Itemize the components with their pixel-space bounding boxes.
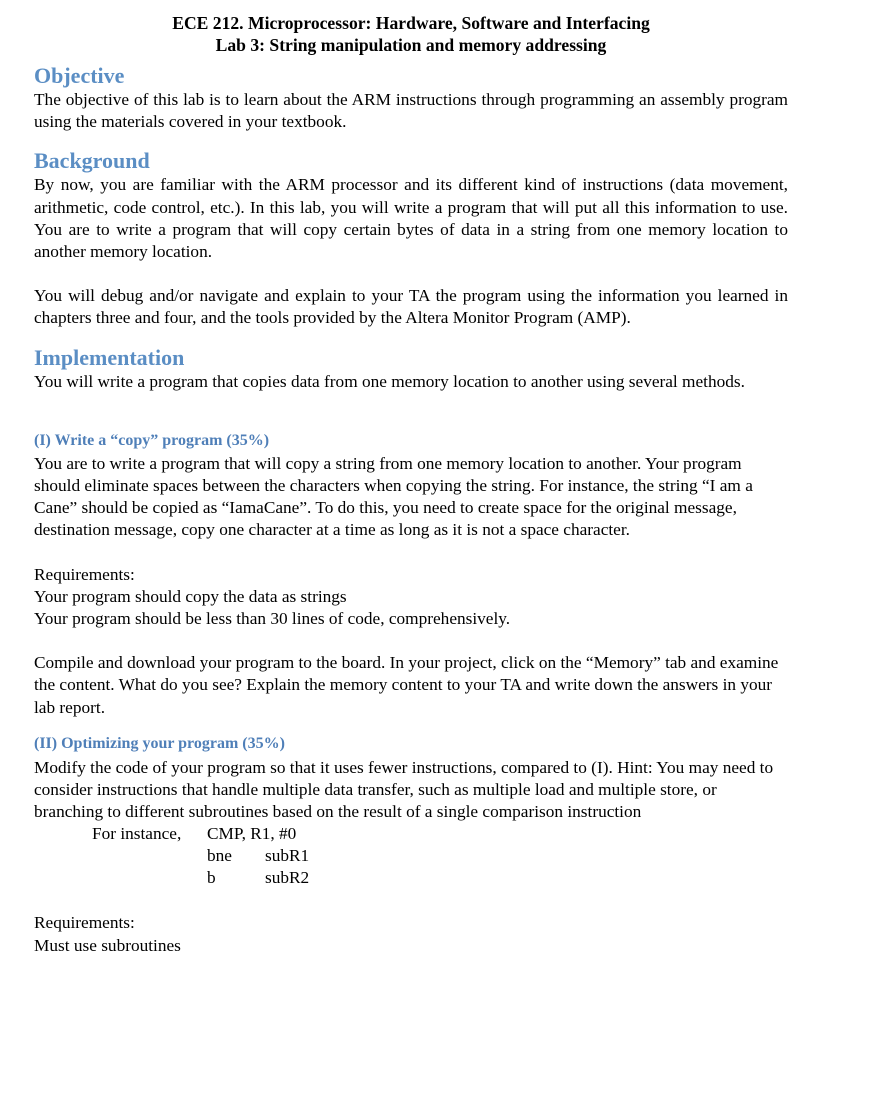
background-paragraph-2: You will debug and/or navigate and explain to your TA the program using the information you learned in chapters three and four, and the tools provided by the Altera Monitor Program (AMP).	[34, 286, 788, 328]
objective-heading: Objective	[34, 63, 125, 88]
code-op: bne	[207, 846, 232, 866]
implementation-text: You will write a program that copies data from one memory location to another using several methods.	[34, 371, 745, 391]
code-op: b	[207, 868, 216, 888]
part1-text: You are to write a program that will copy a string from one memory location to another. Your program should eliminate spaces between the characters when copying the string. For instance, the string “I am a Cane” should be copied as “IamaCane”. To do this, you need to create space for the original message, destination message, copy one character at a time as long as it is not a space character.	[34, 453, 753, 540]
part1-requirement-2: Your program should be less than 30 lines of code, comprehensively.	[34, 609, 511, 629]
implementation-heading: Implementation	[34, 344, 185, 370]
background-heading: Background	[34, 148, 150, 174]
lab-document	[34, 12, 788, 957]
code-op: CMP, R1, #0	[207, 824, 297, 844]
code-row	[92, 867, 788, 889]
objective-text: The objective of this lab is to learn about the ARM instructions through programming an assembly program using the materials covered in your textbook.	[34, 90, 788, 132]
code-arg: subR2	[265, 868, 310, 888]
compile-instructions: Compile and download your program to the board. In your project, click on the “Memory” tab and examine the content. What do you see? Explain the memory content to your TA and write down the answers in your lab report.	[34, 653, 779, 717]
part2-heading: (II) Optimizing your program (35%)	[34, 734, 285, 752]
part1-heading: (I) Write a “copy” program (35%)	[34, 431, 270, 449]
part2-requirement-1: Must use subroutines	[34, 935, 181, 955]
document-title-line2: Lab 3: String manipulation and memory addressing	[215, 35, 607, 55]
code-row	[92, 845, 788, 867]
code-row	[92, 823, 788, 845]
document-title-line1: ECE 212. Microprocessor: Hardware, Software and Interfacing	[172, 13, 650, 33]
example-label: For instance,	[92, 824, 182, 844]
part1-requirements-label: Requirements:	[34, 564, 135, 584]
part2-text: Modify the code of your program so that it uses fewer instructions, compared to (I). Hint: You may need to consider instructions that handle multiple data transfer, such as multiple load and multiple store, or branching to different subroutines based on the result of a single comparison instruction	[34, 757, 774, 822]
code-arg: subR1	[265, 846, 310, 866]
part1-requirement-1: Your program should copy the data as strings	[34, 586, 347, 606]
code-example	[92, 823, 788, 889]
part2-requirements-label: Requirements:	[34, 913, 135, 933]
background-paragraph-1: By now, you are familiar with the ARM processor and its different kind of instructions (data movement, arithmetic, code control, etc.). In this lab, you will write a program that will put all this information to use. You are to write a program that will copy certain bytes of data in a string from one memory location to another memory location.	[34, 175, 788, 262]
